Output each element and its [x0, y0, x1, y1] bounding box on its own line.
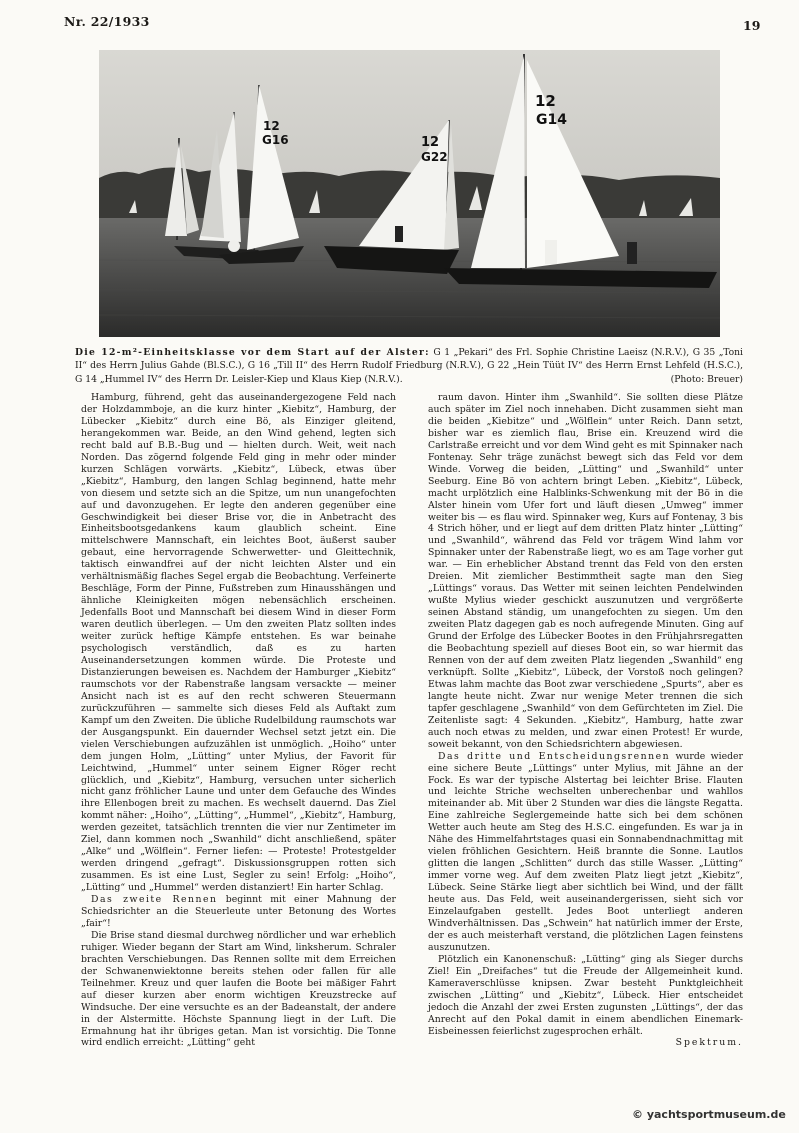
caption-lead: Die 12-m²-Einheitsklasse vor dem Start auf der Alster: [75, 347, 430, 358]
section-lead: Das dritte und Entscheidungsrennen [438, 750, 671, 762]
paragraph-text: beginnt mit einer Mahnung der Schiedsrichter an die Steuerleute unter Betonung des Wortes „fair“! [81, 894, 396, 929]
photo-caption [75, 346, 743, 386]
svg-text:12: 12 [421, 135, 440, 150]
paragraph [81, 894, 396, 930]
paragraph: Plötzlich ein Kanonenschuß: „Lütting“ ging als Sieger durchs Ziel! Ein „Dreifaches“ tut die Freude der Allgemeinheit kund. Kameraverschlüsse knipsen. Zwar besteht Punktgleichheit zwischen „Lütting“ und „Kiebitz“, Lübeck. Hier entscheidet jedoch die Anzahl der zwei Ersten zugunsten „Lüttings“, der das Anrecht auf den Pokal damit in einem abendlichen Einemark-Eisbeinessen feierlichst zugesprochen erhält. [428, 953, 743, 1037]
photo-credit: (Photo: Breuer) [670, 373, 743, 385]
paragraph-text: wurde wieder eine sichere Beute „Lüttings“ unter Mylius, mit Jähne an der Fock. Es war der typische Alstertag bei leichter Brise. Flauten und leichte Striche wechselten unberechenbar und wahllos miteinander ab. Mit über 2 Stunden war dies die längste Regatta. Eine zahlreiche Seglergemeinde hatte sich bei dem schönen Wetter auch heute am Steg des H.S.C. eingefunden. Es war ja in Nähe des Himmelfahrtstages quasi ein Sonnabendnachmittag mit vielen fröhlichen Gesichtern. Heiß brannte die Sonne. Lautlos glitten die langen „Schlitten“ durch das stille Wasser. „Lütting“ immer vorne weg. Auf dem zweiten Platz liegt jetzt „Kiebitz“, Lübeck. Seine Stärke liegt aber sichtlich bei Wind, und der fällt heute aus. Das Feld, weit auseinandergerissen, sieht sich vor Einzelaufgaben gestellt. Jedes Boot unterliegt anderen Windverhältnissen. Das „Schwein“ hat natürlich immer der Erste, der es auch meisterhaft verstand, die plötzlichen Lagen feinstens auszunutzen. [428, 750, 743, 953]
svg-text:12: 12 [535, 92, 556, 110]
article-column-right [428, 392, 743, 1049]
svg-text:G16: G16 [262, 133, 289, 147]
author-signature: Spektrum. [675, 1037, 743, 1049]
paragraph: raum davon. Hinter ihm „Swanhild“. Sie sollten diese Plätze auch später im Ziel noch innehaben. Dicht zusammen sieht man die beiden „Kiebitze“ und „Wölflein“ unter Reich. Dann setzt, bisher war es ziemlich flau, Brise ein. Kreuzend wird die Carlstraße erreicht und vor dem Wind geht es mit Spinnaker nach Fontenay. Sehr träge zunächst bewegt sich das Feld vor dem Winde. Vorweg die beiden, „Lütting“ und „Swanhild“ unter Seeburg. Eine Bö von achtern bringt Leben. „Kiebitz“, Lübeck, macht urplötzlich eine Halblinks-Schwenkung mit der Bö in die Alster hinein vom Ufer fort und läuft diesen „Umweg“ immer weiter bis — es flau wird. Spinnaker weg, Kurs auf Fontenay, 3 bis 4 Strich höher, und er liegt auf dem dritten Platz hinter „Lütting“ und „Swanhild“, während das Feld vor trägem Wind lahm vor Spinnaker unter der Rabenstraße liegt, wo es am Tage vorher gut war. — Ein erheblicher Abstand trennt das Feld von den ersten Dreien. Mit ziemlicher Bestimmtheit sagte man den Sieg „Lüttings“ voraus. Das Wetter mit seinen leichten Pendelwinden wußte Mylius wieder geschickt auszunutzen und vergrößerte seinen Abstand ständig, um unangefochten zu siegen. Um den zweiten Platz dagegen gab es noch aufregende Minuten. Ging auf Grund der Erfolge des Lübecker Bootes in den Frühjahrsregatten die Beobachtung speziell auf dieses Boot ein, so war hiermit das Rennen von der auf dem zweiten Platz liegenden „Swanhild“ eng verknüpft. Sollte „Kiebitz“, Lübeck, der Vorstoß noch gelingen? Etwas lahm machte das Boot zwar verschiedene „Spurts“, aber es langte heute nicht. Zwar nur wenige Meter trennen die sich tapfer geschlagene „Swanhild“ von dem Gefürchteten im Ziel. Die Zeitenliste sagt: 4 Sekunden. „Kiebitz“, Hamburg, hatte zwar auch noch etwas zu melden, und zwar einen Protest! Er wurde, soweit bekannt, von den Schiedsrichtern abgewiesen. [428, 392, 743, 750]
regatta-photo [99, 50, 720, 337]
svg-text:12: 12 [263, 119, 280, 133]
svg-text:G22: G22 [421, 150, 448, 164]
paragraph: Hamburg, führend, geht das auseinandergezogene Feld nach der Holzdammboje, an die kurz hinter „Kiebitz“, Hamburg, der Lübecker „Kiebitz“ durch eine Bö, als Einziger gleitend, herangekommen war. Beide, an den Wind gehend, legten sich recht bald auf B.B.-Bug und — hielten durch. Weit, weit nach Norden. Das zögernd folgende Feld ging in mehr oder minder kurzen Schlägen vorwärts. „Kiebitz“, Lübeck, etwas über „Kiebitz“, Hamburg, den langen Schlag beginnend, hatte mehr von diesem und setzte sich an die Spitze, um nun unangefochten auf und davonzugehen. Er legte den anderen gegenüber eine Geschwindigkeit bei dieser Brise vor, die in Anbetracht des Einheitsbootsgedankens kaum glaublich scheint. Eine mittelschwere Mannschaft, ein leichtes Boot, äußerst sauber gebaut, eine hervorragende Schwerwetter- und Gleittechnik, taktisch einwandfrei auf der nicht leichten Alster und ein verhältnismäßig flaches Segel ergab die Beobachtung. Verfeinerte Beschläge, Form der Pinne, Fußstreben zum Hinausshängen und ähnliche Kleinigkeiten mögen nebensächlich erscheinen. Jedenfalls Boot und Mannschaft bei diesem Wind in dieser Form waren deutlich überlegen. — Um den zweiten Platz sollten indes weiter zurück heftige Kämpfe entstehen. Es war beinahe psychologisch verständlich, daß es zu harten Auseinandersetzungen kommen würde. Die Proteste und Distanzierungen beweisen es. Nachdem der Hamburger „Kiebitz“ raumschots vor der Rabenstraße langsam versackte — meiner Ansicht nach ist es auf den recht schweren Steuermann zurückzuführen — sammelte sich dieses Feld als Auftakt zum Kampf um den Zweiten. Die übliche Rudelbildung raumschots war der Ausgangspunkt. Ein dauernder Wechsel setzt jetzt ein. Die vielen Verschiebungen aufzuzählen ist unmöglich. „Hoiho“ unter dem jungen Holm, „Lütting“ unter Mylius, der Favorit für Leichtwind, „Hummel“ unter seinem Eigner Röger recht glücklich, und „Kiebitz“, Hamburg, versuchen unter sicherlich nicht ganz fröhlicher Laune und unter dem Gefauche des Windes ihre Ellenbogen breit zu machen. Es wechselt dauernd. Das Ziel kommt näher: „Hoiho“, „Lütting“, „Hummel“, „Kiebitz“, Hamburg, werden gezeitet, tatsächlich trennten die vier nur Zentimeter im Ziel, dann kommen noch „Swanhild“ dicht anschließend, später „Alke“ und „Wölflein“. Ferner liefen: — Proteste! Protestgelder werden dringend „gefragt“. Diskussionsgruppen rotten sich zusammen. Es ist eine Lust, Segler zu sein! Erfolg: „Hoiho“, „Lütting“ und „Hummel“ werden distanziert! Ein harter Schlag. [81, 392, 396, 894]
page-number: 19 [743, 18, 761, 33]
svg-text:G14: G14 [536, 112, 567, 128]
paragraph [428, 751, 743, 954]
watermark: © yachtsportmuseum.de [632, 1108, 786, 1121]
article-column-left [81, 392, 396, 1049]
issue-number: Nr. 22/1933 [64, 14, 150, 29]
section-lead: Das zweite Rennen [91, 894, 218, 906]
caption-text: G 1 „Pekari“ des Frl. Sophie Christine Laeisz (N.R.V.), G 35 „Toni II“ des Herrn Julius Gahde (Bl.S.C.), G 16 „Till II“ des Herrn Rudolf Friedburg (N.R.V.), G 22 „Hein Tüüt IV“ des Herrn Ernst Lehfeld (H.S.C.), G 14 „Hummel IV“ des Herrn Dr. Leisler-Kiep und Klaus Kiep (N.R.V.). [75, 347, 743, 385]
paragraph: Die Brise stand diesmal durchweg nördlicher und war erheblich ruhiger. Wieder begann der Start am Wind, linksherum. Schraler brachten Verschiebungen. Das Rennen sollte mit dem Erreichen der Schwanenwiektonne bereits stehen oder fallen für alle Teilnehmer. Kreuz und quer laufen die Boote bei mäßiger Fahrt auf dieser kurzen aber enorm wichtigen Kreuzstrecke auf Windsuche. Der eine versuchte es an der Badeanstalt, der andere in der Alstermitte. Höchste Spannung liegt in der Luft. Die Ermahnung hat ihr übriges getan. Man ist vorsichtig. Die Tonne wird endlich erreicht: „Lütting“ geht [81, 929, 396, 1049]
